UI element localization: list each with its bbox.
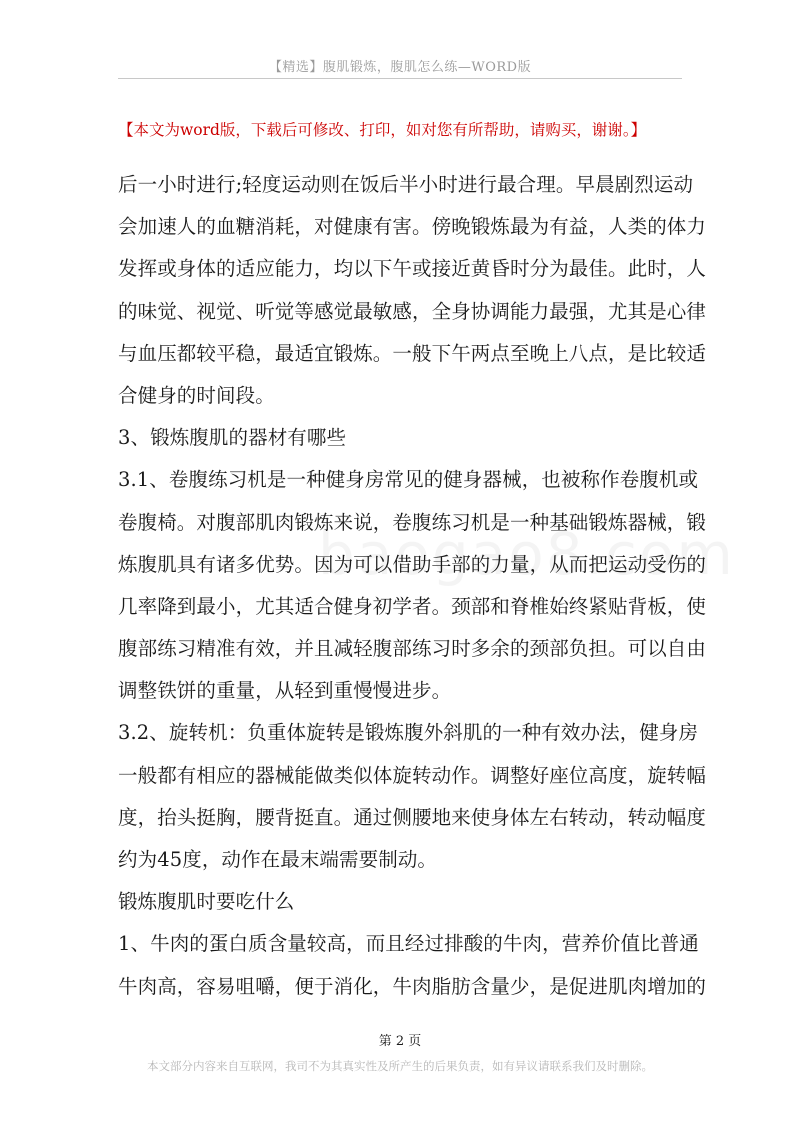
body-line: 3.2、旋转机：负重体旋转是锻炼腹外斜肌的一种有效办法，健身房 (118, 721, 699, 745)
section-heading-equipment: 3、锻炼腹肌的器材有哪些 (118, 426, 347, 450)
body-line: 3.1、卷腹练习机是一种健身房常见的健身器械，也被称作卷腹机或 (118, 468, 699, 492)
header-divider (118, 78, 682, 79)
body-line: 调整铁饼的重量，从轻到重慢慢进步。 (118, 679, 452, 703)
body-line: 的味觉、视觉、听觉等感觉最敏感，全身协调能力最强，尤其是心律 (118, 299, 707, 323)
body-line: 与血压都较平稳，最适宜锻炼。一般下午两点至晚上八点，是比较适 (118, 341, 707, 365)
body-line: 腹部练习精准有效，并且减轻腹部练习时多余的颈部负担。可以自由 (118, 637, 707, 661)
document-body (118, 164, 707, 1008)
body-line: 卷腹椅。对腹部肌肉锻炼来说，卷腹练习机是一种基础锻炼器械，锻 (118, 510, 707, 534)
section-heading-diet: 锻炼腹肌时要吃什么 (118, 890, 295, 914)
purchase-notice: 【本文为word版，下载后可修改、打印，如对您有所帮助，请购买，谢谢。】 (118, 121, 647, 139)
body-line: 度，抬头挺胸，腰背挺直。通过侧腰地来使身体左右转动，转动幅度 (118, 805, 707, 829)
body-line: 牛肉高，容易咀嚼，便于消化，牛肉脂肪含量少，是促进肌肉增加的 (118, 974, 707, 998)
body-line: 合健身的时间段。 (118, 383, 275, 407)
body-line: 几率降到最小，尤其适合健身初学者。颈部和脊椎始终紧贴背板，使 (118, 594, 707, 618)
body-line: 炼腹肌具有诸多优势。因为可以借助手部的力量，从而把运动受伤的 (118, 552, 707, 576)
body-line: 约为45度，动作在最末端需要制动。 (118, 848, 438, 871)
body-line: 一般都有相应的器械能做类似体旋转动作。调整好座位高度，旋转幅 (118, 763, 707, 787)
body-line: 发挥或身体的适应能力，均以下午或接近黄昏时分为最佳。此时，人 (118, 257, 707, 281)
disclaimer-footer: 本文部分内容来自互联网，我司不为其真实性及所产生的后果负责，如有异议请联系我们及时删除。 (147, 1059, 653, 1073)
page-header: 【精选】腹肌锻炼，腹肌怎么练—WORD版 (268, 60, 532, 75)
body-line: 1、牛肉的蛋白质含量较高，而且经过排酸的牛肉，营养价值比普通 (118, 932, 699, 956)
body-line: 后一小时进行;轻度运动则在饭后半小时进行最合理。早晨剧烈运动 (118, 173, 694, 196)
page-number: 第 2 页 (378, 1034, 422, 1049)
body-line: 会加速人的血糖消耗，对健康有害。傍晚锻炼最为有益，人类的体力 (118, 215, 707, 239)
